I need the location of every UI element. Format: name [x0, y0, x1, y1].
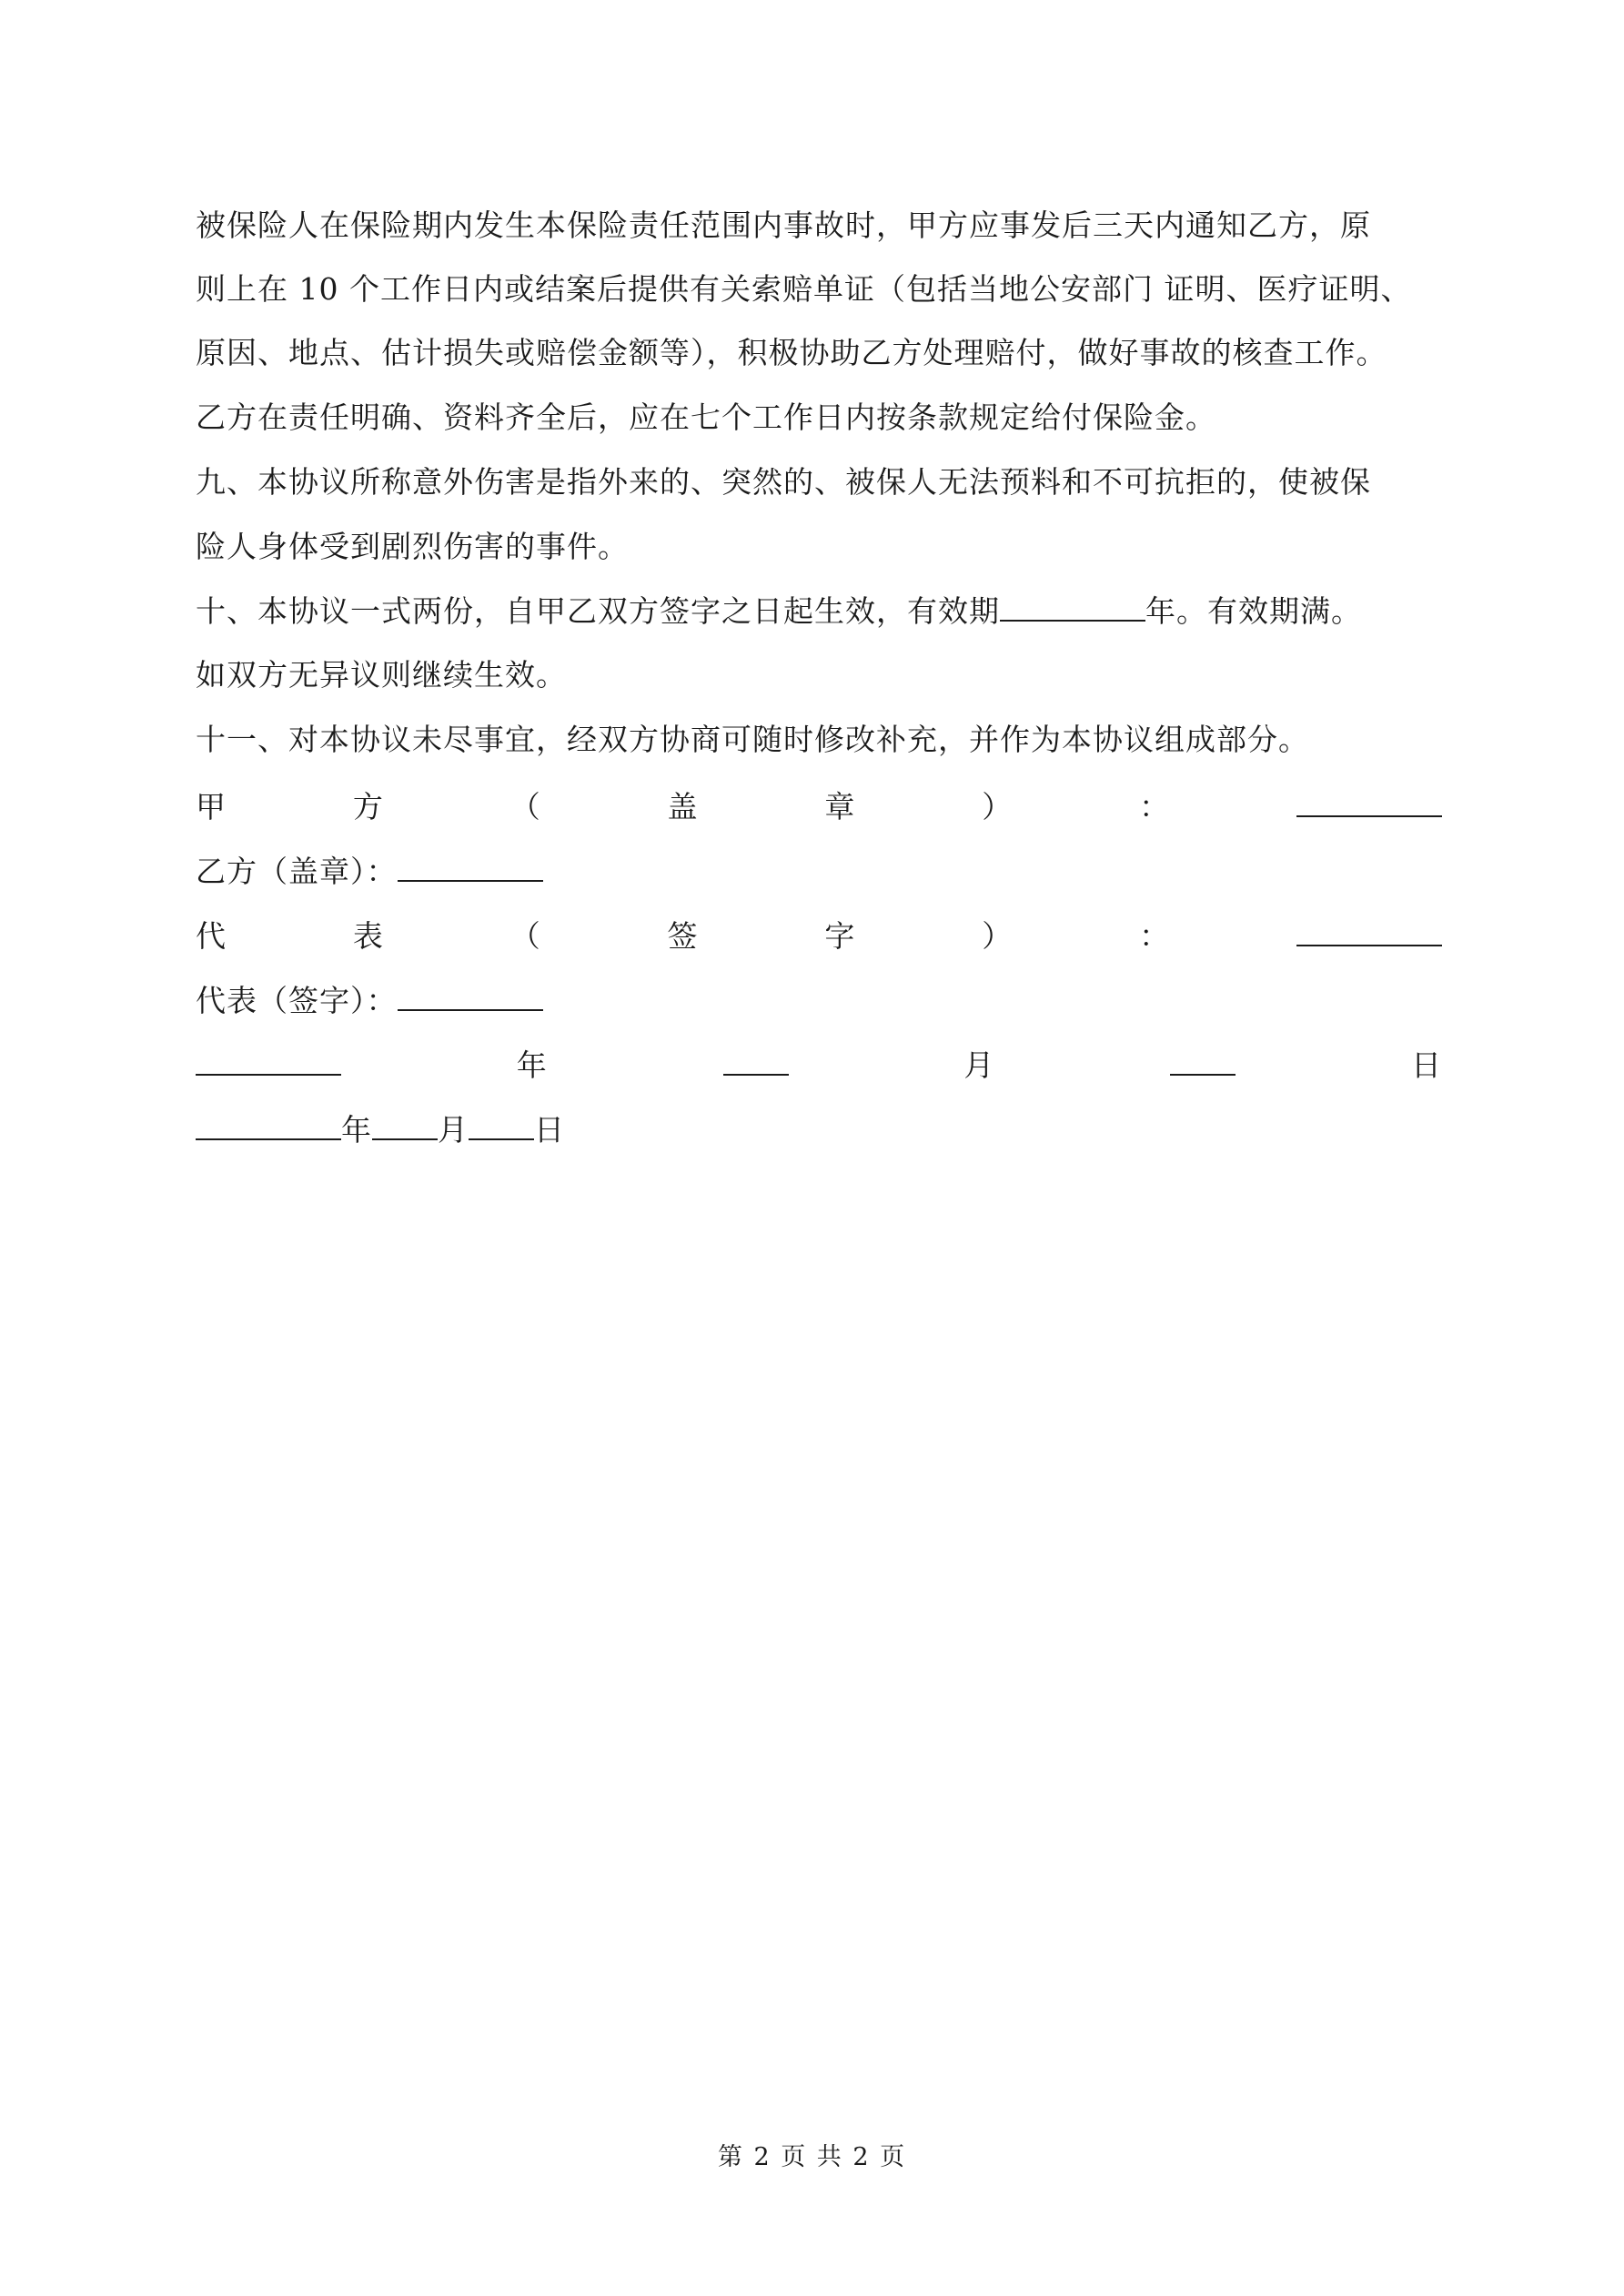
- date-b-year-blank[interactable]: [196, 1111, 341, 1140]
- date-b-month-blank[interactable]: [372, 1111, 438, 1140]
- validity-years-blank[interactable]: [1000, 592, 1145, 622]
- rep-a-sign-row: [196, 917, 1442, 955]
- clause-10-line-1: [196, 592, 1442, 630]
- party-a-char: 盖: [667, 789, 699, 824]
- rep-b-sign-row: [196, 982, 1442, 1019]
- party-a-char: ：: [1139, 789, 1171, 824]
- date-a-month-blank[interactable]: [723, 1047, 789, 1076]
- clause-9-line-2: 险人身体受到剧烈伤害的事件。: [196, 529, 629, 564]
- party-b-stamp-blank[interactable]: [398, 853, 543, 882]
- date-a-day-blank[interactable]: [1170, 1047, 1236, 1076]
- party-a-char: 方: [352, 789, 384, 824]
- paragraph-claims-line-4: 乙方在责任明确、资料齐全后，应在七个工作日内按条款规定给付保险金。: [196, 400, 1216, 435]
- paragraph-claims-line-2: 则上在 10 个工作日内或结案后提供有关索赔单证（包括当地公安部门 证明、医疗证明、: [196, 271, 1412, 307]
- rep-a-char: 签: [667, 918, 699, 954]
- party-a-char: 甲: [196, 789, 227, 824]
- rep-a-char: ：: [1139, 918, 1171, 954]
- date-a-month-label: 月: [963, 1047, 995, 1083]
- party-a-char: 章: [824, 789, 856, 824]
- date-a-year-blank[interactable]: [196, 1047, 341, 1076]
- rep-a-char: 字: [824, 918, 856, 954]
- date-b-day-label: 日: [534, 1112, 565, 1148]
- page-number-footer: 第 2 页 共 2 页: [717, 2143, 907, 2171]
- date-b-month-label: 月: [438, 1112, 469, 1148]
- date-b-day-blank[interactable]: [469, 1111, 534, 1140]
- date-a-day-label: 日: [1410, 1047, 1442, 1083]
- rep-b-sign-label: 代表（签字）：: [196, 983, 398, 1018]
- party-b-stamp-label: 乙方（盖章）：: [196, 854, 398, 889]
- date-b-year-label: 年: [341, 1112, 372, 1148]
- paragraph-claims-line-1: 被保险人在保险期内发生本保险责任范围内事故时，甲方应事发后三天内通知乙方，原: [196, 207, 1371, 243]
- party-a-char: （: [509, 789, 541, 824]
- clause-10-text-b: 年。有效期满。: [1145, 593, 1362, 629]
- rep-a-char: 表: [352, 918, 384, 954]
- clause-11: 十一、对本协议未尽事宜，经双方协商可随时修改补充，并作为本协议组成部分。: [196, 722, 1309, 757]
- paragraph-claims-line-3: 原因、地点、估计损失或赔偿金额等），积极协助乙方处理赔付，做好事故的核查工作。: [196, 335, 1387, 370]
- clause-10-text-a: 十、本协议一式两份，自甲乙双方签字之日起生效，有效期: [196, 593, 1000, 629]
- date-row-a: [196, 1047, 1442, 1084]
- party-a-stamp-row: [196, 788, 1442, 825]
- rep-b-sign-blank[interactable]: [398, 982, 543, 1011]
- party-a-char: ）: [982, 789, 1014, 824]
- rep-a-char: ）: [982, 918, 1014, 954]
- date-a-year-label: 年: [516, 1047, 548, 1083]
- clause-10-line-2: 如双方无异议则继续生效。: [196, 657, 567, 693]
- party-b-stamp-row: [196, 853, 1442, 890]
- party-a-stamp-blank[interactable]: [1296, 788, 1442, 817]
- rep-a-sign-blank[interactable]: [1296, 917, 1442, 946]
- rep-a-char: （: [509, 918, 541, 954]
- date-row-b: [196, 1111, 1442, 1148]
- rep-a-char: 代: [196, 918, 227, 954]
- clause-9-line-1: 九、本协议所称意外伤害是指外来的、突然的、被保人无法预料和不可抗拒的，使被保: [196, 464, 1371, 500]
